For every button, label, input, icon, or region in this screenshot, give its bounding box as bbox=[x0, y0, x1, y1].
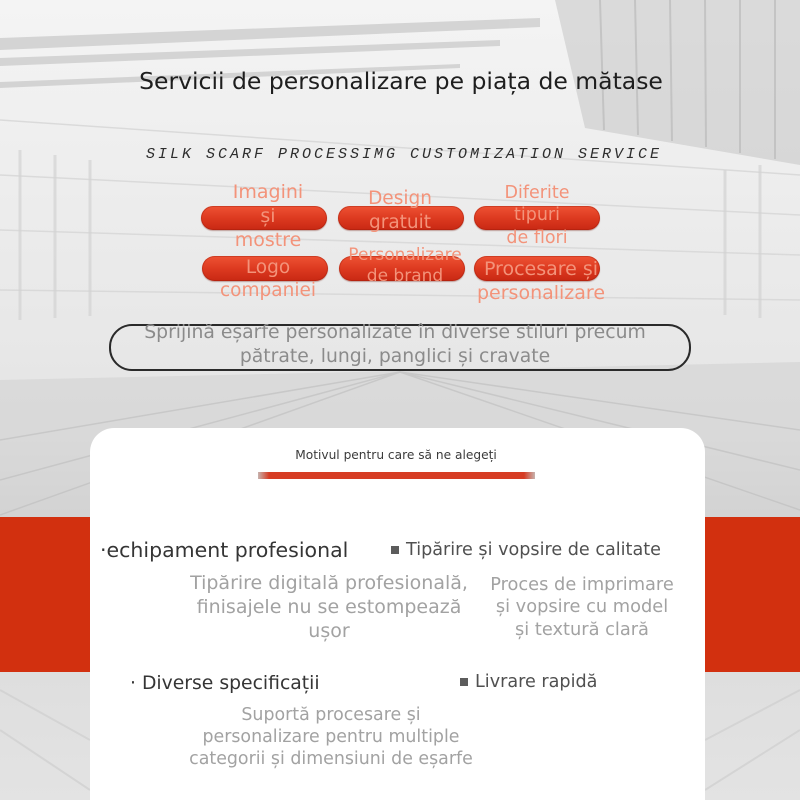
reason-title-text: ·echipament profesional bbox=[100, 538, 349, 562]
service-label-brand: Personalizare de brand bbox=[348, 245, 462, 286]
service-label-flower-types: Diferite tipuri de flori bbox=[504, 182, 570, 248]
square-bullet-icon bbox=[391, 546, 399, 554]
reason-description: Proces de imprimare și vopsire cu model și textură clară bbox=[490, 573, 674, 640]
reason-description: Suportă procesare și personalizare pentru multiple categorii și dimensiuni de eșarfe bbox=[189, 705, 473, 769]
reason-title-text: · Diverse specificații bbox=[130, 673, 320, 694]
reasons-heading-underline bbox=[258, 472, 535, 479]
reason-title bbox=[130, 672, 320, 696]
service-label-company-logo: Logo companiei bbox=[220, 256, 316, 301]
reason-title bbox=[460, 671, 597, 693]
page-subtitle: SILK SCARF PROCESSIMG CUSTOMIZATION SERVICE bbox=[145, 146, 663, 163]
reason-description: Tipărire digitală profesională, finisajele nu se estompează ușor bbox=[190, 572, 468, 642]
service-label-processing: Procesare și personalizare bbox=[476, 258, 606, 304]
square-bullet-icon bbox=[460, 678, 468, 686]
reason-title bbox=[391, 539, 661, 561]
service-label-free-design: Design gratuit bbox=[368, 188, 432, 233]
reason-title-text: Livrare rapidă bbox=[475, 672, 598, 692]
reason-title bbox=[100, 538, 348, 562]
reason-title-text: Tipărire și vopsire de calitate bbox=[406, 540, 661, 560]
reasons-heading: Motivul pentru care să ne alegeți bbox=[295, 448, 497, 462]
service-label-samples: Imagini și mostre bbox=[232, 181, 304, 251]
page-title: Servicii de personalizare pe piața de mătase bbox=[139, 67, 663, 95]
reasons-card bbox=[90, 428, 705, 800]
styles-note-text: Sprijină eșarfe personalizate în diverse stiluri precum pătrate, lungi, panglici și cravate bbox=[144, 322, 646, 367]
